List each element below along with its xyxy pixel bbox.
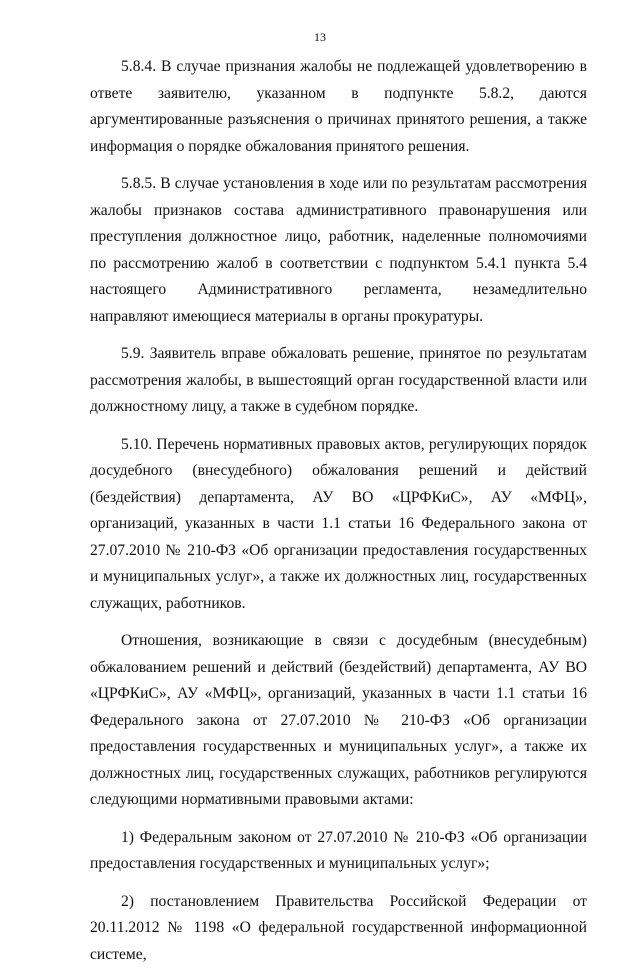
paragraph-5-10: 5.10. Перечень нормативных правовых актов, регулирующих порядок досудебного (внесудебного) обжалования решений и действий (бездействия) департамента, АУ ВО «ЦРФКиС», АУ «МФЦ», организаций, указанных в части 1.1 статьи 16 Федерального закона от 27.07.2010 № 210-ФЗ «Об организации предоставления государственных и муниципальных услуг», а также их должностных лиц, государственных служащих, работников. xyxy=(90,435,587,612)
document-body xyxy=(90,54,587,979)
list-item-1: 1) Федеральным законом от 27.07.2010 № 210-ФЗ «Об организации предоставления государственных и муниципальных услуг»; xyxy=(90,828,587,872)
paragraph-5-8-5: 5.8.5. В случае установления в ходе или по результатам рассмотрения жалобы признаков состава административного правонарушения или преступления должностное лицо, работник, наделенные полномочиями по рассмотрению жалоб в соответствии с подпунктом 5.4.1 пункта 5.4 настоящего Административного регламента, незамедлительно направляют имеющиеся материалы в органы прокуратуры. xyxy=(90,175,587,325)
page-number: 13 xyxy=(314,30,326,44)
paragraph-relations: Отношения, возникающие в связи с досудебным (внесудебным) обжалованием решений и действий (бездействий) департамента, АУ ВО «ЦРФКиС», АУ «МФЦ», организаций, указанных в части 1.1 статьи 16 Федерального закона от 27.07.2010 № 210-ФЗ «Об организации предоставления государственных и муниципальных услуг», а также их должностных лиц, государственных служащих, работников регулируются следующими нормативными правовыми актами: xyxy=(90,632,587,808)
list-item-2: 2) постановлением Правительства Российской Федерации от 20.11.2012 № 1198 «О федеральной государственной информационной системе, xyxy=(90,892,587,963)
paragraph-5-8-4: 5.8.4. В случае признания жалобы не подлежащей удовлетворению в ответе заявителю, указанном в подпункте 5.8.2, даются аргументированные разъяснения о причинах принятого решения, а также информация о порядке обжалования принятого решения. xyxy=(90,58,587,155)
paragraph-5-9: 5.9. Заявитель вправе обжаловать решение, принятое по результатам рассмотрения жалобы, в вышестоящий орган государственной власти или должностному лицу, а также в судебном порядке. xyxy=(90,345,587,415)
